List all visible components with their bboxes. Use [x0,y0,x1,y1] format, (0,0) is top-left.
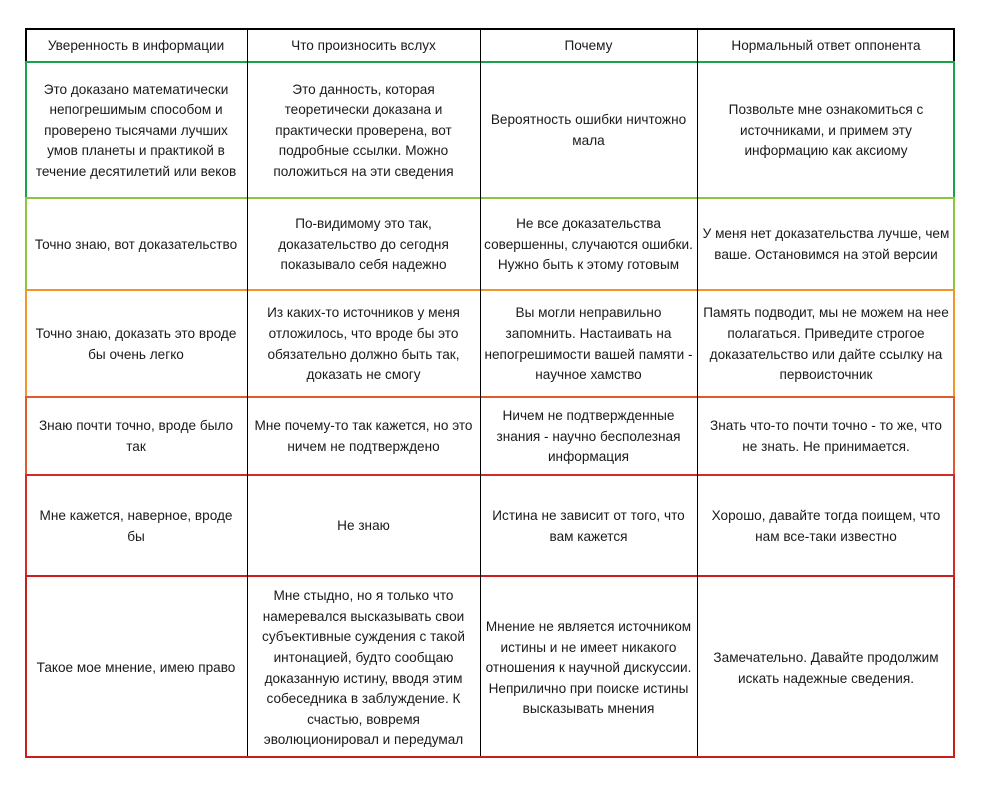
table-edge-right [953,289,955,396]
table-header-row [25,28,955,63]
cell-confidence: Точно знаю, доказать это вроде бы очень легко [35,325,237,362]
table-edge-left [25,396,27,474]
table-row [25,396,955,476]
cell-why: Не все доказательства совершенны, случаются ошибки. Нужно быть к этому готовым [484,216,693,273]
header-why: Почему [564,38,613,54]
table-edge-right [953,575,955,758]
cell-opponent-answer: Знать что-то почти точно - то же, что не знать. Не принимается. [710,418,942,454]
cell-why: Вы могли неправильно запомнить. Настаивать на непогрешимости вашей памяти - научное хамство [484,305,693,383]
table-edge-left [25,474,27,575]
table-edge-left [25,28,27,61]
column-divider [480,28,481,758]
table-row [25,61,955,199]
cell-confidence: Такое мое мнение, имею право [36,660,236,676]
table-row [25,575,955,760]
cell-say-aloud: Мне стыдно, но я только что намеревался высказывать свои субъективные суждения с такой интонацией, будто сообщаю доказанную истину, вводя этим собеседника в заблуждение. К счастью, вовремя эволюционировал и передумал [262,588,465,748]
table-edge-left [25,197,27,289]
cell-confidence: Точно знаю, вот доказательство [34,236,238,252]
column-divider [247,28,248,758]
cell-say-aloud: Не знаю [337,518,390,534]
header-confidence: Уверенность в информации [47,38,225,54]
cell-say-aloud: Мне почему-то так кажется, но это ничем не подтверждено [254,418,473,454]
table-edge-left [25,61,27,197]
table-edge-right [953,396,955,474]
cell-opponent-answer: Замечательно. Давайте продолжим искать надежные сведения. [713,649,939,686]
cell-confidence: Это доказано математически непогрешимым способом и проверено тысячами лучших умов планеты и практикой в течение десятилетий или веков [35,81,237,179]
header-opponent-answer: Нормальный ответ оппонента [731,38,921,54]
cell-why: Вероятность ошибки ничтожно мала [490,112,687,148]
table-edge-right [953,474,955,575]
cell-confidence: Знаю почти точно, вроде было так [38,418,234,454]
cell-why: Мнение не является источником истины и не имеет никакого отношения к научной дискуссии. Неприлично при поиске истины высказывать мнения [485,619,692,717]
cell-say-aloud: По-видимому это так, доказательство до сегодня показывало себя надежно [278,216,449,273]
table-edge-right [953,61,955,197]
cell-opponent-answer: Позвольте мне ознакомиться с источниками, и примем эту информацию как аксиому [728,102,924,159]
table-edge-left [25,289,27,396]
column-divider [697,28,698,758]
table-edge-right [953,197,955,289]
table-row [25,474,955,577]
table-row [25,289,955,398]
table-edge-left [25,575,27,758]
cell-opponent-answer: Хорошо, давайте тогда поищем, что нам все-таки известно [711,507,941,544]
table-bottom-border [25,756,955,758]
header-say-aloud: Что произносить вслух [291,38,436,54]
cell-say-aloud: Из каких-то источников у меня отложилось, что вроде бы это обязательно должно быть так, доказать не смогу [267,305,460,383]
cell-say-aloud: Это данность, которая теоретически доказана и практически проверена, вот подробные ссылки. Можно положиться на эти сведения [273,81,454,179]
table-edge-right [953,28,955,61]
cell-why: Истина не зависит от того, что вам кажется [492,507,685,544]
table-row [25,197,955,291]
cell-opponent-answer: Память подводит, мы не можем на нее полагаться. Приведите строгое доказательство или дайте ссылку на первоисточник [703,305,949,383]
cell-why: Ничем не подтвержденные знания - научно бесполезная информация [496,408,681,465]
cell-opponent-answer: У меня нет доказательства лучше, чем ваше. Остановимся на этой версии [702,226,950,262]
cell-confidence: Мне кажется, наверное, вроде бы [39,507,233,544]
confidence-table [25,28,955,758]
